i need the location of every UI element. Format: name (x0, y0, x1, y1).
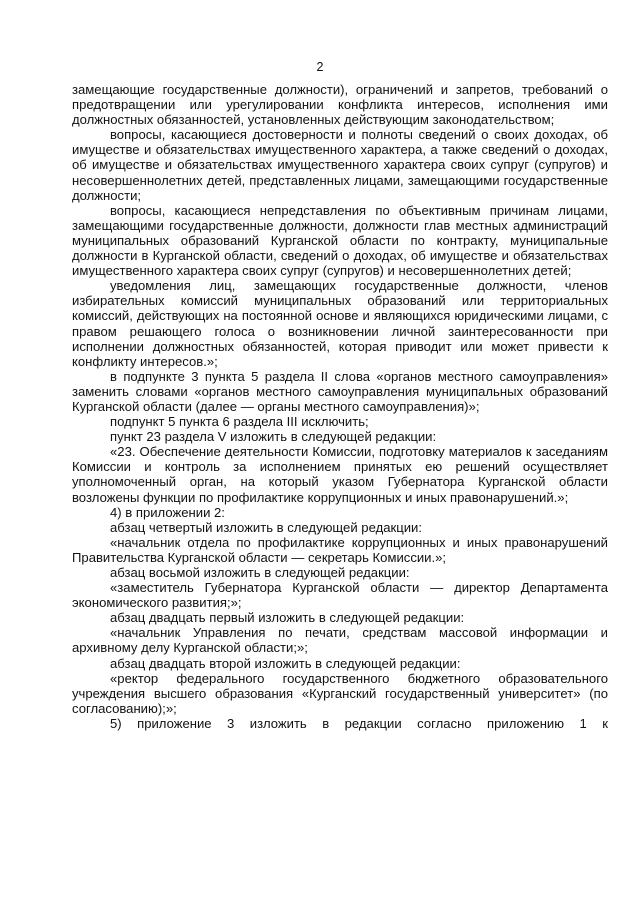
paragraph-8: «23. Обеспечение деятельности Комиссии, подготовку материалов к заседаниям Комиссии и контроль за исполнением принятых ею решений осуществляет уполномоченный орган, на который указом Губернатора Курганской области возложены функции по профилактике коррупционных и иных правонарушений.»; (72, 444, 608, 505)
paragraph-16: абзац двадцать второй изложить в следующей редакции: (110, 655, 461, 671)
paragraph-18: 5) приложение 3 изложить в редакции согласно приложению 1 к (110, 715, 608, 731)
paragraph-4: уведомления лиц, замещающих государственные должности, членов избирательных комиссий муниципальных образований или территориальных комиссий, действующих на постоянной основе и являющихся юридическими лицами, с правом решающего голоса о возникновении личной заинтересованности при исполнении должностных обязанностей, которая приводит или может привести к конфликту интересов.»; (72, 278, 608, 369)
paragraph-11: «начальник отдела по профилактике коррупционных и иных правонарушений Правительства Курганской области — секретарь Комиссии.»; (72, 534, 608, 565)
paragraph-14: абзац двадцать первый изложить в следующей редакции: (110, 610, 465, 626)
paragraph-6: подпункт 5 пункта 6 раздела III исключить; (110, 414, 369, 430)
paragraph-15: «начальник Управления по печати, средствам массовой информации и архивному делу Курганской области;»; (72, 625, 608, 656)
paragraph-9: 4) в приложении 2: (110, 504, 225, 520)
paragraph-3: вопросы, касающиеся непредставления по объективным причинам лицами, замещающими государственные должности, должности глав местных администраций муниципальных образований Курганской области по контракту, муниципальные должности в Курганской области, сведений о доходах, об имуществе и обязательствах имущественного характера своих супруг (супругов) и несовершеннолетних детей; (72, 202, 608, 279)
document-body (72, 82, 608, 731)
paragraph-17: «ректор федерального государственного бюджетного образовательного учреждения высшего образования «Курганский государственный университет» (по согласованию);»; (72, 670, 608, 716)
paragraph-2: вопросы, касающиеся достоверности и полноты сведений о своих доходах, об имуществе и обязательствах имущественного характера, а также сведений о доходах, об имуществе и обязательствах имущественного характера своих супруг (супругов) и несовершеннолетних детей, представленных лицами, замещающими государственные должности; (72, 127, 608, 203)
paragraph-5: в подпункте 3 пункта 5 раздела II слова «органов местного самоуправления» заменить словами «органов местного самоуправления муниципальных образований Курганской области (далее — органы местного самоуправления)»; (72, 368, 608, 414)
paragraph-13: «заместитель Губернатора Курганской области — директор Департамента экономического развития;»; (72, 580, 608, 611)
paragraph-12: абзац восьмой изложить в следующей редакции: (110, 565, 410, 580)
paragraph-10: абзац четвертый изложить в следующей редакции: (110, 519, 422, 535)
page-number: 2 (316, 60, 324, 74)
paragraph-7: пункт 23 раздела V изложить в следующей редакции: (110, 429, 437, 445)
paragraph-1: замещающие государственные должности), ограничений и запретов, требований о предотвращении или урегулировании конфликта интересов, исполнения ими должностных обязанностей, установленных действующим законодательством; (72, 82, 608, 128)
